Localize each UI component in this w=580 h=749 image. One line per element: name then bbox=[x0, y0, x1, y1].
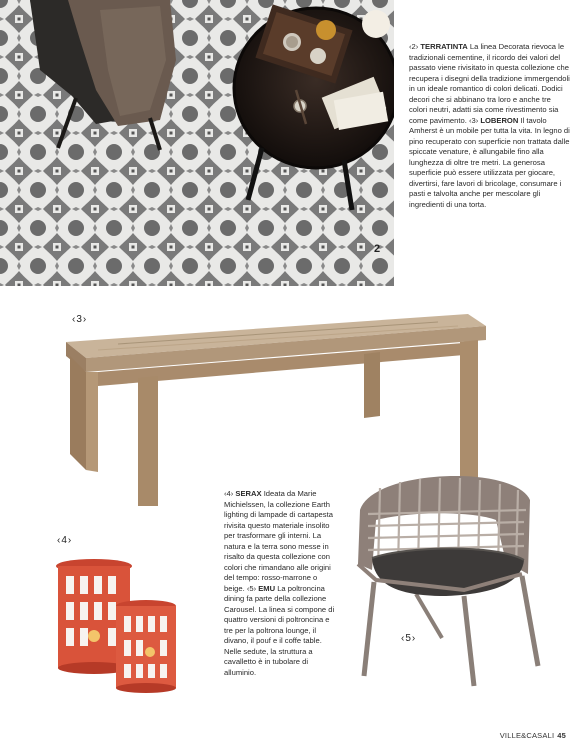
item-5-brand: EMU bbox=[258, 583, 276, 593]
page-footer bbox=[500, 731, 566, 740]
label-item-5: ‹5› bbox=[401, 633, 417, 644]
item-2-number: ‹2› bbox=[409, 42, 419, 51]
item-4-text: Ideata da Marie Michielssen, la collezione Earth lighting di lampade di cartapesta rivisita questo materiale insolito per trasformare gli interni. La natura e la terra sono messe in risalto da questa collezione con colori che rimandano alle origini del tempo: rosso-marrone o beige. bbox=[224, 489, 333, 593]
article-text-items-4-5 bbox=[224, 489, 340, 678]
terratinta-tile-photo bbox=[0, 0, 394, 286]
item-5-number: ‹5› bbox=[246, 583, 257, 593]
page-number: 45 bbox=[557, 731, 566, 740]
item-3-brand: LOBERON bbox=[480, 115, 519, 125]
item-3-text: Il tavolo Amherst è un mobile per tutta la vita. In legno di pino recuperato con superficie non trattata dalle spiccate venature, è allungabile fino alla lunghezza di oltre tre metri. La generosa superficie può essere utilizzata per giocare, divertirsi, fare lavori di bricolage, consumare i pasti e talvolta anche per mescolare gli ingredienti di una torta. bbox=[409, 115, 570, 209]
photo-number-2: 2 bbox=[374, 243, 381, 255]
item-5-text: La poltroncina dining fa parte della collezione Carousel. La linea si compone di quattro versioni di poltroncina e tre per la poltrona lounge, il divano, il pouf e il coffe table. Nelle sedute, la struttura a cavalletto è in tubolare di alluminio. bbox=[224, 583, 335, 677]
label-item-4: ‹4› bbox=[57, 535, 73, 546]
item-4-brand: SERAX bbox=[235, 489, 262, 498]
article-text-items-2-3 bbox=[409, 42, 571, 210]
label-item-3: ‹3› bbox=[72, 314, 88, 325]
item-2-text: La linea Decorata rievoca le tradizionali cementine, il ricordo dei valori del passato viene rivisitato in questa collezione che recupera i disegni della tradizione immergendoli in un ideale romantico di colori delicati. Dodici decori che si abbinano tra loro e anche tre colori neutri, adatti sia come rivestimento sia come pavimento. bbox=[409, 42, 570, 125]
emu-chair-photo bbox=[346, 470, 546, 688]
item-3-number: ‹3› bbox=[468, 115, 479, 125]
item-2-brand: TERRATINTA bbox=[420, 42, 468, 51]
serax-lanterns-photo bbox=[54, 556, 182, 696]
item-4-number: ‹4› bbox=[224, 489, 234, 498]
magazine-name: VILLE&CASALI bbox=[499, 731, 555, 740]
